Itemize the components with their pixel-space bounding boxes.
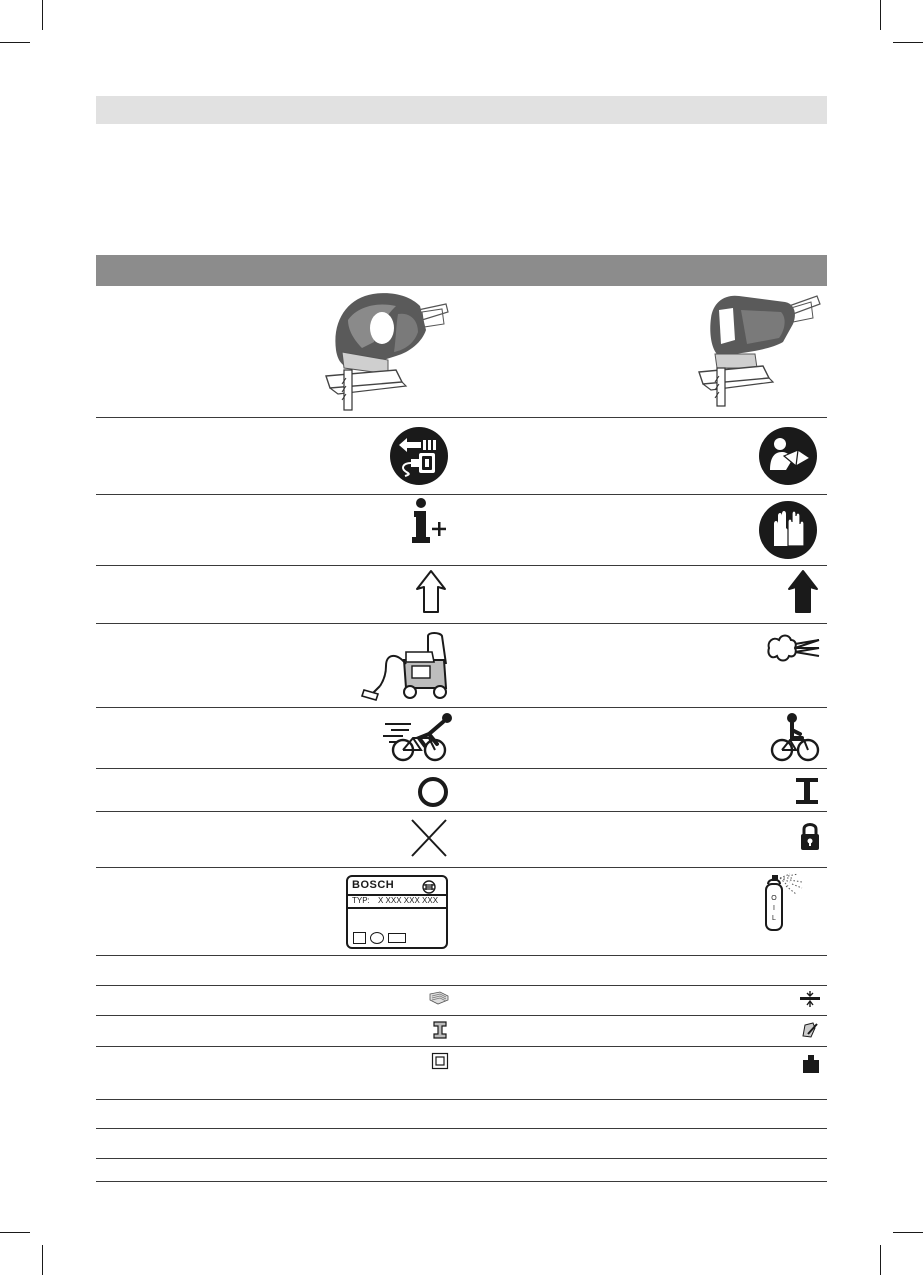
table-header-band — [96, 255, 827, 286]
information-plus-icon — [410, 497, 450, 545]
header-band — [96, 96, 827, 124]
row-divider — [96, 417, 827, 418]
row-divider — [96, 565, 827, 566]
crop-mark — [0, 42, 30, 43]
bar-on-icon — [794, 776, 820, 806]
weight-icon — [802, 1054, 820, 1074]
cyclist-slow-icon — [770, 712, 820, 762]
metal-profile-icon — [430, 1020, 450, 1040]
crop-mark — [880, 1245, 881, 1275]
row-divider — [96, 955, 827, 956]
wood-material-icon — [428, 990, 450, 1008]
svg-text:O: O — [771, 895, 777, 902]
row-divider — [96, 811, 827, 812]
crop-mark — [880, 0, 881, 30]
svg-text:I: I — [773, 905, 775, 912]
crop-mark — [0, 1232, 30, 1233]
bosch-logo-icon — [422, 880, 436, 894]
jigsaw-image-right — [693, 288, 828, 410]
nameplate-square-mark — [353, 932, 366, 944]
nameplate-type-number: X XXX XXX XXX — [378, 896, 439, 905]
row-divider — [96, 623, 827, 624]
nameplate-rect-mark — [388, 933, 406, 943]
nameplate-divider — [348, 907, 446, 909]
nameplate-circle-mark — [370, 932, 384, 944]
row-divider — [96, 494, 827, 495]
cyclist-fast-icon — [381, 712, 453, 762]
nameplate-type-label: TYP: — [352, 896, 370, 905]
nameplate-icon — [346, 875, 448, 949]
dust-extractor-icon — [360, 630, 452, 702]
crop-mark — [42, 1245, 43, 1275]
cross-icon — [408, 818, 450, 858]
row-divider — [96, 1015, 827, 1016]
row-divider — [96, 985, 827, 986]
wear-gloves-icon — [758, 500, 818, 560]
row-divider — [96, 768, 827, 769]
crop-mark — [42, 0, 43, 30]
padlock-icon — [800, 821, 820, 851]
nameplate-brand: BOSCH — [352, 879, 395, 891]
air-blow-icon — [765, 630, 821, 666]
solid-arrow-up-icon — [784, 569, 822, 615]
row-divider — [96, 1181, 827, 1182]
crop-mark — [893, 42, 923, 43]
sheet-material-icon — [800, 1020, 820, 1040]
row-divider — [96, 1158, 827, 1159]
oil-spray-icon — [762, 872, 822, 934]
jigsaw-image-left — [318, 290, 453, 412]
row-divider — [96, 1128, 827, 1129]
row-divider — [96, 707, 827, 708]
circle-off-icon — [416, 775, 450, 809]
row-divider — [96, 1099, 827, 1100]
protection-class-icon — [431, 1052, 449, 1070]
cut-thickness-icon — [798, 990, 822, 1008]
row-divider — [96, 1046, 827, 1047]
crop-mark — [893, 1232, 923, 1233]
hollow-arrow-up-icon — [412, 569, 450, 615]
unplug-before-work-icon — [389, 426, 449, 486]
read-manual-icon — [758, 426, 818, 486]
row-divider — [96, 867, 827, 868]
svg-text:L: L — [772, 915, 776, 922]
